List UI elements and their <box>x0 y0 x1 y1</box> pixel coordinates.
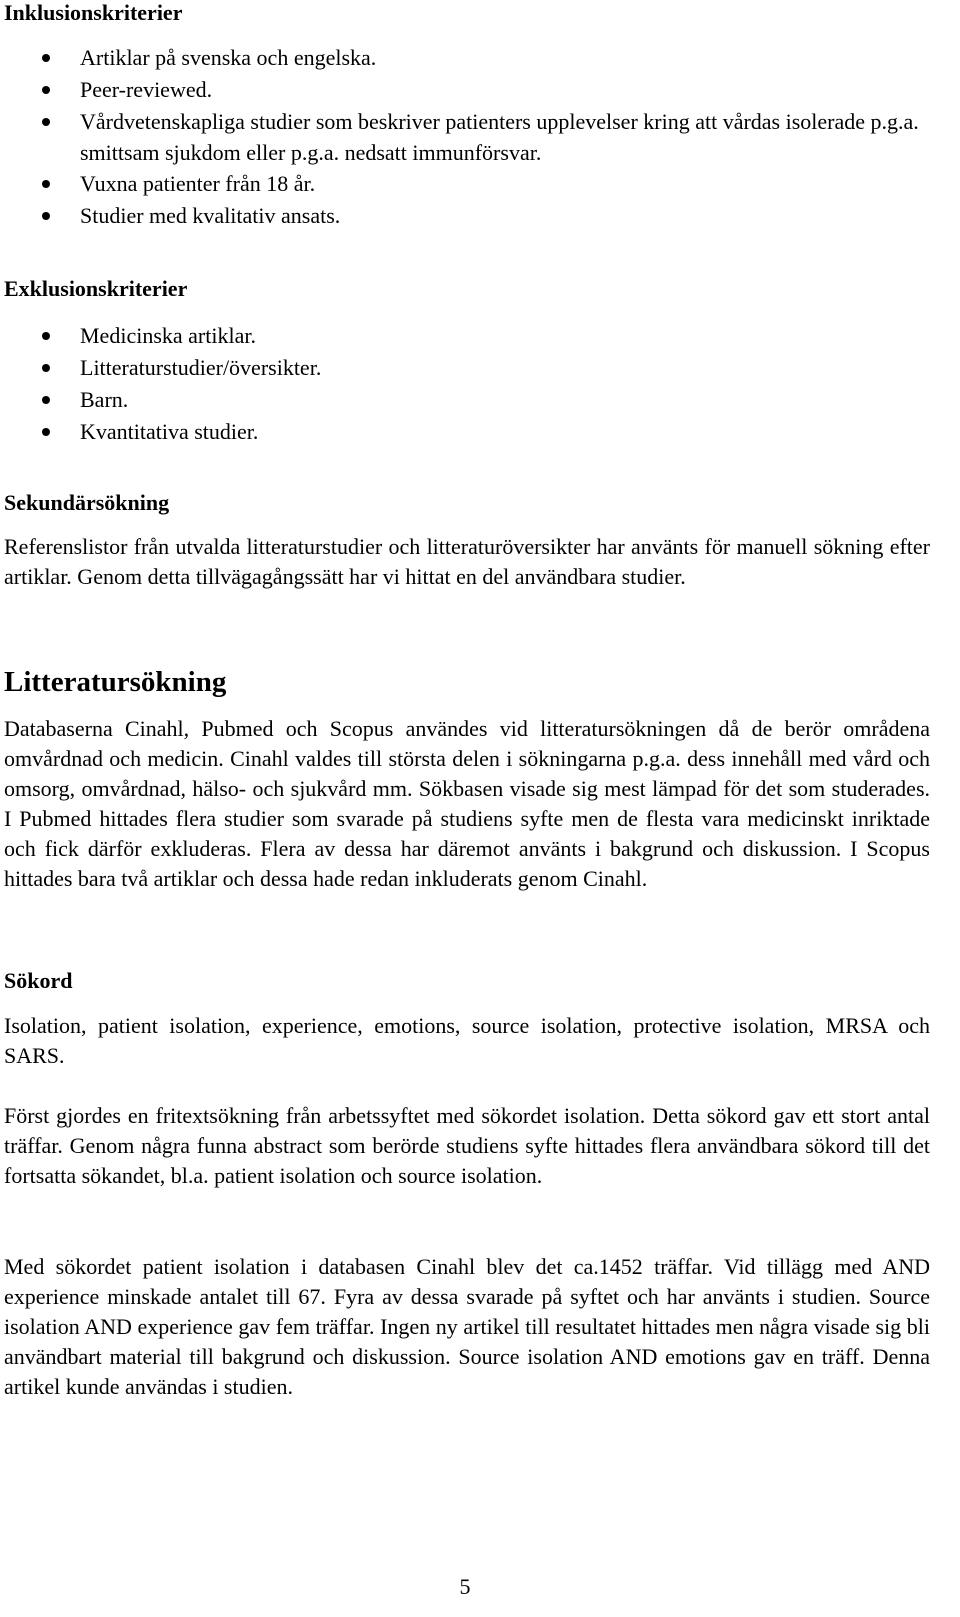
list-item: Studier med kvalitativ ansats. <box>4 200 930 232</box>
free-text-search-paragraph: Först gjordes en fritextsökning från arbetssyftet med sökordet isolation. Detta sökord gav ett stort antal träffar. Genom några funna abstract som berörde studiens syfte hittades flera användbara sökord till det fortsatta sökandet, bl.a. patient isolation och source isolation. <box>4 1103 930 1188</box>
bullet-icon <box>42 180 50 188</box>
list-item: Peer-reviewed. <box>4 74 930 106</box>
secondary-search-paragraph: Referenslistor från utvalda litteraturstudier och litteraturöversikter har använts för manuell sökning efter artiklar. Genom detta tillvägagångssätt har vi hittat en del användbara studier. <box>4 534 930 589</box>
bullet-icon <box>42 118 50 126</box>
bullet-icon <box>42 54 50 62</box>
search-words-heading: Sökord <box>4 968 73 993</box>
list-item: Barn. <box>4 384 930 416</box>
secondary-search-heading: Sekundärsökning <box>4 490 170 515</box>
search-words-list-paragraph: Isolation, patient isolation, experience, emotions, source isolation, protective isolation, MRSA och SARS. <box>4 1013 930 1068</box>
list-item: Artiklar på svenska och engelska. <box>4 42 930 74</box>
bullet-icon <box>42 86 50 94</box>
list-item: Vuxna patienter från 18 år. <box>4 168 930 200</box>
literature-search-paragraph: Databaserna Cinahl, Pubmed och Scopus användes vid litteratursökningen då de berör områdena omvårdnad och medicin. Cinahl valdes till största delen i sökningarna p.g.a. dess innehåll med vård och omsorg, omvårdnad, hälso- och sjukvård mm. Sökbasen visade sig mest lämpad för det som studerades. I Pubmed hittades flera studier som svarade på studiens syfte men de flesta vara medicinskt inriktade och fick därför exkluderas. Flera av dessa har däremot använts i bakgrund och diskussion. I Scopus hittades bara två artiklar och dessa hade redan inkluderats genom Cinahl. <box>4 716 930 891</box>
list-item: Kvantitativa studier. <box>4 416 930 448</box>
list-item: Medicinska artiklar. <box>4 320 930 352</box>
literature-search-heading: Litteratursökning <box>4 666 227 698</box>
bullet-icon <box>42 428 50 436</box>
bullet-icon <box>42 212 50 220</box>
inclusion-heading: Inklusionskriterier <box>4 0 183 25</box>
cinahl-search-paragraph: Med sökordet patient isolation i databasen Cinahl blev det ca.1452 träffar. Vid tillägg med AND experience minskade antalet till 67. Fyra av dessa svarade på syftet och har använts i studien. Source isolation AND experience gav fem träffar. Ingen ny artikel till resultatet hittades men några visade sig bli användbart material till bakgrund och diskussion. Source isolation AND emotions gav en träff. Denna artikel kunde användas i studien. <box>4 1254 930 1399</box>
inclusion-list <box>4 42 930 232</box>
exclusion-heading: Exklusionskriterier <box>4 276 188 301</box>
list-item: Litteraturstudier/översikter. <box>4 352 930 384</box>
list-item: Vårdvetenskapliga studier som beskriver patienters upplevelser kring att vårdas isolerade p.g.a. smittsam sjukdom eller p.g.a. nedsatt immunförsvar. <box>4 106 930 168</box>
bullet-icon <box>42 396 50 404</box>
exclusion-list <box>4 320 930 448</box>
page-number: 5 <box>459 1574 471 1599</box>
bullet-icon <box>42 364 50 372</box>
bullet-icon <box>42 332 50 340</box>
